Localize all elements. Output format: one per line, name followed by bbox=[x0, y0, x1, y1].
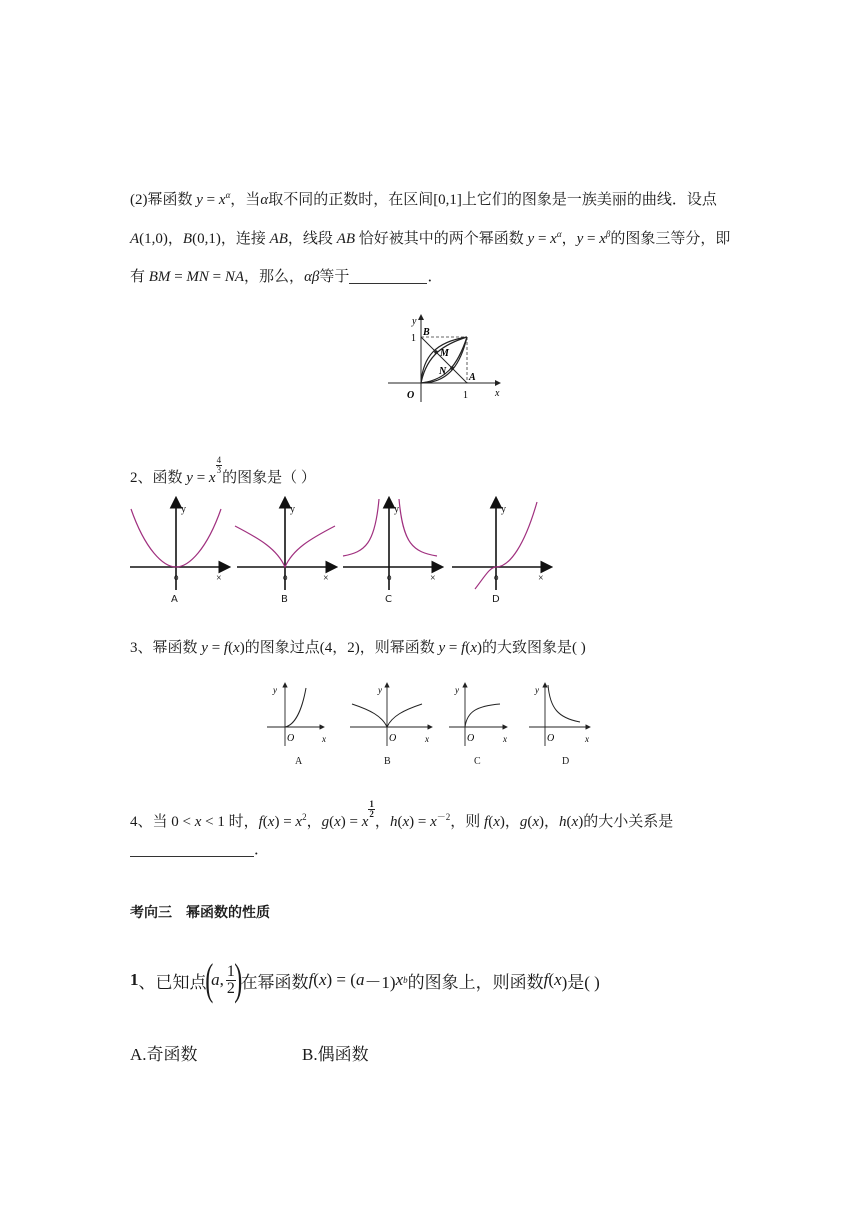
text: g bbox=[321, 814, 330, 830]
q2-d-y: y bbox=[501, 504, 506, 515]
text: ) = bbox=[409, 814, 431, 830]
q2-option-graphs bbox=[125, 494, 555, 594]
text: ( bbox=[329, 814, 335, 830]
text: ) = bbox=[340, 814, 362, 830]
text: f bbox=[543, 970, 549, 989]
text: 的图象上，则函数 bbox=[407, 972, 544, 992]
text: < 1 时， bbox=[201, 814, 259, 830]
text: 3 bbox=[216, 465, 222, 475]
text: , bbox=[219, 970, 224, 989]
text: )， bbox=[499, 814, 520, 830]
q3-option-a[interactable]: A bbox=[295, 756, 303, 767]
q2-option-b[interactable]: B bbox=[281, 594, 288, 605]
text: h bbox=[389, 814, 398, 830]
text: MN bbox=[186, 269, 209, 285]
text: 的图象是（ ） bbox=[222, 470, 316, 486]
text: )的图象过点(4，2)，则幂函数 bbox=[239, 640, 439, 656]
text: ， bbox=[374, 814, 390, 830]
fig-b-label: B bbox=[423, 327, 430, 338]
text: x bbox=[493, 814, 500, 830]
fig-x-label: x bbox=[495, 388, 500, 399]
q-prev-2-line3 bbox=[130, 265, 442, 286]
text: x bbox=[402, 814, 410, 830]
text: 2 bbox=[226, 979, 235, 997]
q2-a-y: y bbox=[181, 504, 186, 515]
q3-line bbox=[130, 636, 586, 657]
q3-option-c[interactable]: C bbox=[474, 756, 481, 767]
fig-y-label: y bbox=[412, 316, 417, 327]
text: ) = ( bbox=[326, 970, 356, 989]
text: f bbox=[223, 640, 229, 656]
text: BM bbox=[148, 269, 171, 285]
text: 在幂函数 bbox=[240, 972, 309, 992]
text: y bbox=[527, 231, 535, 247]
text: 等于 bbox=[319, 269, 350, 285]
section-heading: 考向三 幂函数的性质 bbox=[130, 905, 270, 921]
text: ( bbox=[228, 640, 234, 656]
q2-a-x: × bbox=[216, 573, 222, 584]
q3-c-x: x bbox=[503, 734, 507, 744]
text: ． bbox=[427, 269, 443, 285]
text: ， bbox=[561, 231, 577, 247]
text: x bbox=[395, 970, 404, 989]
text: x bbox=[550, 231, 557, 247]
text: 2 bbox=[302, 812, 307, 822]
text: 1 bbox=[130, 970, 139, 989]
text: ，则 bbox=[450, 814, 485, 830]
text: ( bbox=[397, 814, 403, 830]
text: AB bbox=[336, 231, 356, 247]
q2-a-o: o bbox=[174, 572, 179, 582]
q3-b-x: x bbox=[425, 734, 429, 744]
text: y bbox=[186, 470, 193, 486]
text: ( bbox=[262, 814, 268, 830]
text: ( bbox=[527, 814, 533, 830]
text: 4 bbox=[216, 455, 222, 465]
text: 2 bbox=[369, 809, 374, 819]
text: h bbox=[559, 814, 567, 830]
text: ( bbox=[313, 970, 319, 989]
text: x bbox=[430, 814, 437, 830]
text: B bbox=[182, 231, 193, 247]
text: x bbox=[267, 814, 275, 830]
text: (1,0)， bbox=[139, 231, 183, 247]
text: α bbox=[225, 190, 231, 200]
text: 恰好被其中的两个幂函数 bbox=[355, 231, 528, 247]
text: x bbox=[208, 470, 216, 486]
power-function-figure bbox=[385, 312, 505, 404]
q3-c-o: O bbox=[467, 733, 475, 744]
text: = bbox=[207, 640, 224, 656]
q3-c-y: y bbox=[455, 685, 459, 695]
fig-one-x: 1 bbox=[463, 390, 468, 401]
text: = bbox=[192, 470, 209, 486]
q4-line bbox=[130, 800, 673, 831]
text: α bbox=[556, 229, 562, 239]
q3-d-y: y bbox=[535, 685, 539, 695]
fig-origin: O bbox=[407, 390, 415, 401]
q3-option-graphs bbox=[262, 680, 602, 750]
text: x bbox=[233, 640, 240, 656]
text: x bbox=[599, 231, 606, 247]
text: －2 bbox=[436, 812, 451, 822]
text: y bbox=[576, 231, 584, 247]
text: x bbox=[532, 814, 540, 830]
text: x bbox=[194, 814, 202, 830]
text: a bbox=[355, 970, 365, 989]
fig-n-label: N bbox=[439, 366, 447, 377]
text: y bbox=[196, 192, 203, 208]
text: ，那么， bbox=[244, 269, 305, 285]
text: 4、当 0 < bbox=[130, 814, 195, 830]
q2-d-x: × bbox=[538, 573, 544, 584]
text: y bbox=[438, 640, 446, 656]
q4-answer-line bbox=[130, 838, 269, 859]
text: = bbox=[208, 269, 225, 285]
text: ． bbox=[254, 842, 270, 858]
q2-option-d[interactable]: D bbox=[492, 594, 500, 605]
text: f bbox=[258, 814, 263, 830]
text: )的大小关系是 bbox=[578, 814, 674, 830]
q2-c-x: × bbox=[430, 573, 436, 584]
text: ， bbox=[306, 814, 322, 830]
text: 取不同的正数时，在区间[0,1]上它们的图象是一族美丽的曲线．设点 bbox=[268, 192, 717, 208]
text: ( bbox=[566, 814, 572, 830]
text: AB bbox=[269, 231, 288, 247]
q1-option-a[interactable]: A.奇函数 bbox=[130, 1045, 198, 1064]
q3-option-b[interactable]: B bbox=[384, 756, 391, 767]
fig-a-label: A bbox=[469, 372, 476, 383]
q2-line bbox=[130, 456, 316, 487]
text: NA bbox=[224, 269, 245, 285]
q3-a-o: O bbox=[287, 733, 295, 744]
text: －1) bbox=[364, 972, 396, 992]
text: αβ bbox=[304, 269, 320, 285]
q3-b-y: y bbox=[378, 685, 382, 695]
text: A bbox=[130, 231, 140, 247]
text: = bbox=[583, 231, 600, 247]
text: = bbox=[202, 192, 219, 208]
text: f bbox=[308, 970, 314, 989]
q2-b-x: × bbox=[323, 573, 329, 584]
text: ，当 bbox=[230, 192, 261, 208]
text: 有 bbox=[130, 269, 149, 285]
text: ，线段 bbox=[287, 231, 337, 247]
answer-blank bbox=[130, 842, 254, 857]
q-prev-2-line1 bbox=[130, 188, 717, 209]
q3-a-x: x bbox=[322, 734, 326, 744]
text: ( bbox=[548, 970, 555, 989]
text: 1 bbox=[369, 799, 374, 809]
text: ( bbox=[465, 640, 471, 656]
text: = bbox=[170, 269, 187, 285]
q-prev-2-line2 bbox=[130, 227, 730, 248]
text: = bbox=[534, 231, 551, 247]
right-paren: ) bbox=[234, 955, 243, 1004]
text: x bbox=[554, 970, 562, 989]
text: 的图象三等分，即 bbox=[610, 231, 731, 247]
text: x bbox=[318, 970, 327, 989]
text: f bbox=[484, 814, 489, 830]
text: x bbox=[334, 814, 341, 830]
text: α bbox=[260, 192, 269, 208]
text: 2、函数 bbox=[130, 470, 187, 486]
text: g bbox=[519, 814, 528, 830]
q1-option-b[interactable]: B.偶函数 bbox=[302, 1045, 369, 1064]
q2-c-o: o bbox=[387, 572, 392, 582]
text: = bbox=[445, 640, 462, 656]
text: x bbox=[218, 192, 226, 208]
q2-c-y: y bbox=[394, 504, 399, 515]
fig-m-label: M bbox=[440, 348, 449, 359]
text: f bbox=[461, 640, 466, 656]
answer-blank bbox=[349, 269, 427, 284]
text: 1 bbox=[226, 962, 235, 980]
q3-b-o: O bbox=[389, 733, 397, 744]
q1-line: 1 、已知点 ( a , $\frac{1}{2}$ ) 在幂函数 f ( x ) = ( a －1) x b 的图象上，则函数 f ( x )是( ) bbox=[130, 955, 600, 1004]
text: a bbox=[211, 970, 220, 989]
q3-d-x: x bbox=[585, 734, 589, 744]
q3-a-y: y bbox=[273, 685, 277, 695]
fig-one-y: 1 bbox=[411, 333, 416, 344]
q2-b-y: y bbox=[290, 504, 295, 515]
text: (2)幂函数 bbox=[130, 192, 197, 208]
q2-option-a[interactable]: A bbox=[171, 594, 178, 605]
q3-d-o: O bbox=[547, 733, 555, 744]
q3-option-d[interactable]: D bbox=[562, 756, 570, 767]
text: β bbox=[605, 229, 611, 239]
text: x bbox=[571, 814, 579, 830]
text: (0,1)，连接 bbox=[192, 231, 270, 247]
text: 、已知点 bbox=[138, 972, 207, 992]
text: )是( ) bbox=[561, 972, 600, 992]
q2-b-o: o bbox=[283, 572, 288, 582]
text: x bbox=[361, 814, 369, 830]
text: y bbox=[201, 640, 208, 656]
text: 3、幂函数 bbox=[130, 640, 202, 656]
text: x bbox=[295, 814, 303, 830]
left-paren: ( bbox=[204, 955, 213, 1004]
text: ) = bbox=[274, 814, 296, 830]
text: ( bbox=[488, 814, 494, 830]
text: )的大致图象是( ) bbox=[476, 640, 586, 656]
text: )， bbox=[539, 814, 560, 830]
q2-option-c[interactable]: C bbox=[385, 594, 392, 605]
q2-d-o: o bbox=[494, 572, 499, 582]
text: x bbox=[470, 640, 477, 656]
